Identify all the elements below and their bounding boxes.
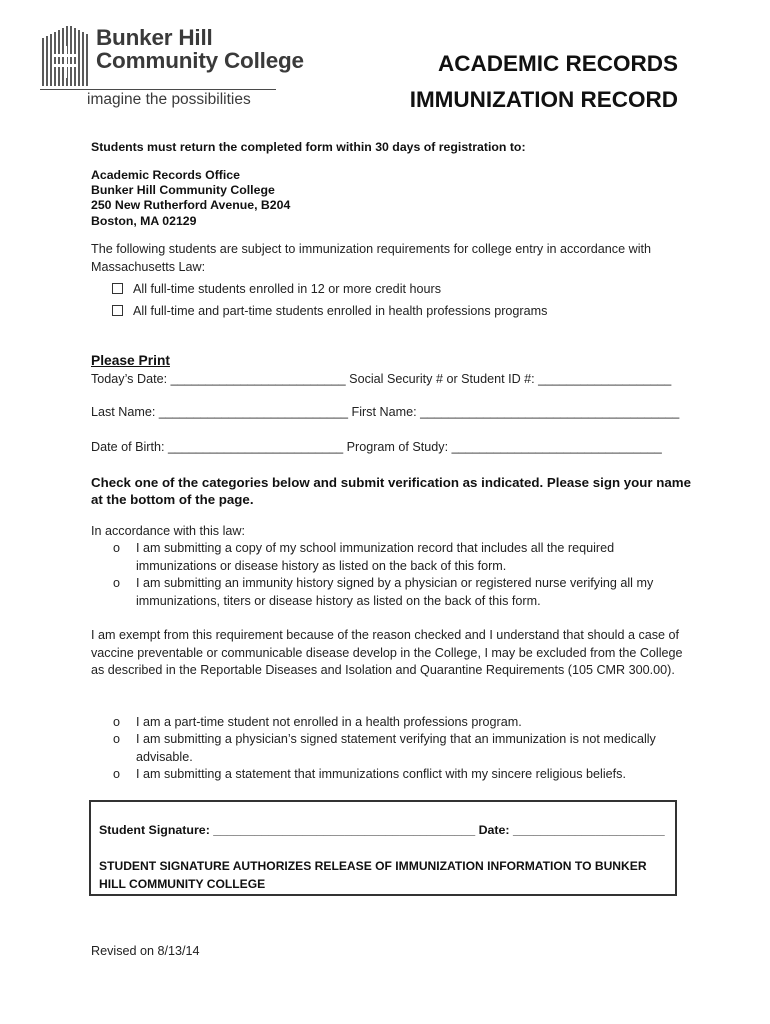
requirement-row [112, 281, 441, 299]
college-tagline: imagine the possibilities [87, 91, 251, 108]
requirement-checkbox[interactable] [112, 305, 123, 316]
exemption-statement: I am exempt from this requirement because of the reason checked and I understand that should a case of vaccine preventable or communicable disease develop in the College, I may be excluded from the College as described in the Reportable Diseases and Isolation and Quarantine Requirements (105 CMR 300.00). [91, 628, 683, 677]
college-emblem-icon [40, 26, 90, 88]
mailing-address [91, 168, 290, 229]
address-college: Bunker Hill Community College [91, 183, 275, 198]
college-name [96, 26, 304, 72]
radio-bullet-icon[interactable]: o [113, 732, 121, 746]
address-office: Academic Records Office [91, 168, 240, 182]
revision-date: Revised on 8/13/14 [91, 944, 200, 958]
logo-divider [40, 89, 276, 90]
form-row-date-id[interactable]: Today’s Date: _________________________ Social Security # or Student ID #: ___________________ [91, 372, 672, 386]
address-street: 250 New Rutherford Avenue, B204 [91, 198, 291, 213]
exempt-option-text: I am submitting a statement that immunizations conflict with my sincere religious beliefs. [136, 767, 626, 781]
address-city: Boston, MA 02129 [91, 213, 197, 228]
requirement-checkbox[interactable] [112, 283, 123, 294]
page-title-line1: ACADEMIC RECORDS [437, 51, 678, 76]
page-title-line2: IMMUNIZATION RECORD [409, 87, 678, 112]
requirements-intro: The following students are subject to immunization requirements for college entry in accordance with Massachusetts Law: [91, 242, 652, 274]
law-intro: In accordance with this law: [91, 524, 245, 538]
please-print-heading: Please Print [91, 353, 170, 368]
return-instructions: Students must return the completed form within 30 days of registration to: [91, 140, 526, 154]
submit-option[interactable] [91, 575, 691, 610]
exempt-option-text: I am a part-time student not enrolled in a health professions program. [136, 715, 522, 729]
college-name-line2: Community College [96, 48, 304, 73]
submit-option[interactable] [91, 540, 691, 575]
form-row-names[interactable]: Last Name: ___________________________ First Name: _____________________________________ [91, 405, 680, 419]
requirement-label: All full-time and part-time students enrolled in health professions programs [133, 304, 548, 318]
exempt-option-text: I am submitting a physician’s signed statement verifying that an immunization is not medically advisable. [136, 732, 656, 764]
category-instructions: Check one of the categories below and submit verification as indicated. Please sign your name at the bottom of the page. [91, 475, 692, 507]
radio-bullet-icon[interactable]: o [113, 541, 121, 555]
signature-date-line[interactable]: Student Signature: ______________________________________ Date: ______________________ [99, 823, 665, 837]
radio-bullet-icon[interactable]: o [113, 576, 121, 590]
signature-authorization: STUDENT SIGNATURE AUTHORIZES RELEASE OF IMMUNIZATION INFORMATION TO BUNKER HILL COMMUNITY COLLEGE [99, 859, 647, 891]
college-name-line1: Bunker Hill [96, 25, 213, 50]
exempt-option[interactable] [91, 714, 691, 732]
requirement-label: All full-time students enrolled in 12 or more credit hours [133, 282, 441, 296]
college-logo [40, 18, 304, 108]
submit-option-text: I am submitting a copy of my school immunization record that includes all the required immunizations or disease history as listed on the back of this form. [136, 541, 615, 573]
requirement-row [112, 303, 547, 321]
form-row-birth-program[interactable]: Date of Birth: _________________________ Program of Study: ______________________________ [91, 440, 662, 454]
exempt-option[interactable] [91, 766, 691, 784]
radio-bullet-icon[interactable]: o [113, 767, 121, 781]
radio-bullet-icon[interactable]: o [113, 715, 121, 729]
exempt-option[interactable] [91, 731, 691, 766]
submit-option-text: I am submitting an immunity history signed by a physician or registered nurse verifying all my immunizations, titers or disease history as listed on the back of this form. [136, 576, 654, 608]
